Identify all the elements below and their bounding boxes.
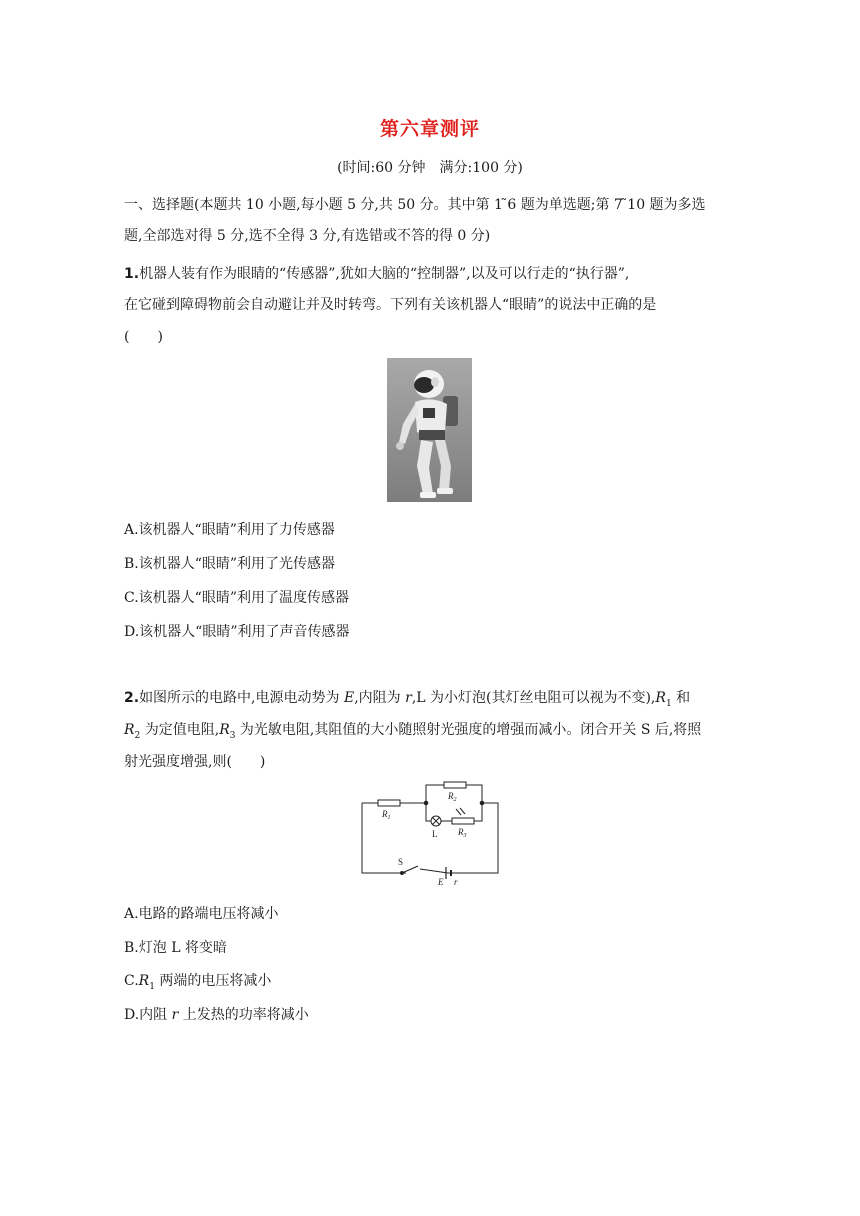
question-1-line-1 [124,263,744,283]
question-2-number: 2. [124,690,140,706]
r3-symbol: R [219,722,230,738]
question-1-option-a: A.该机器人“眼睛”利用了力传感器 [124,522,335,538]
wire [466,785,482,821]
r2-subscript: 2 [134,730,141,741]
question-1-text-1: 机器人装有作为眼睛的“传感器”,犹如大脑的“控制器”,以及可以行走的“执行器”, [139,266,630,282]
emf-symbol: E [343,690,355,706]
label-r1: $R_1$ [382,809,391,821]
question-1-line-2: 在它碰到障碍物前会自动避让并及时转弯。下列有关该机器人“眼睛”的说法中正确的是 [124,297,657,313]
label-internal-r: r [454,877,458,887]
q2-text: ,内阻为 [354,690,406,706]
exam-info: (时间:60 分钟 满分:100 分) [337,160,523,176]
question-2-option-d [124,1004,309,1024]
robot-photo [387,358,472,502]
question-2-option-c [124,970,271,992]
r1-subscript: 1 [665,698,672,709]
section-instructions-line-1: 一、选择题(本题共 10 小题,每小题 5 分,共 50 分。其中第 1 ̃6 题为单选题;第 7 ̃10 题为多选 [124,197,706,213]
option-d-suffix: 上发热的功率将减小 [178,1007,309,1023]
question-1-number: 1. [124,266,140,282]
wire [426,803,431,821]
q2-text: 如图所示的电路中,电源电动势为 [139,690,344,706]
label-r2: $R_2$ [448,791,457,803]
resistor-r3 [452,818,474,824]
question-1-option-c: C.该机器人“眼睛”利用了温度传感器 [124,590,349,606]
wire [426,785,444,803]
q2-text: ,L 为小灯泡(其灯丝电阻可以视为不变), [411,690,656,706]
light-arrow [456,809,461,815]
q2-text: 和 [671,690,691,706]
question-1-option-d: D.该机器人“眼睛”利用了声音传感器 [124,624,350,640]
question-2-option-b: B.灯泡 L 将变暗 [124,940,227,956]
r2-symbol: R [124,722,135,738]
page-title: 第六章测评 [379,118,480,140]
label-r3: $R_3$ [458,827,467,839]
option-c-prefix: C. [124,973,139,989]
circuit-diagram [358,781,502,887]
option-c-r-symbol: R [138,973,150,989]
q2-text: 为光敏电阻,其阻值的大小随照射光强度的增强而减小。闭合开关 S 后,将照 [235,722,702,738]
label-switch: S [398,857,404,867]
option-d-prefix: D.内阻 [124,1007,172,1023]
question-1-answer-blank: ( ) [124,329,163,345]
question-1-option-b: B.该机器人“眼睛”利用了光传感器 [124,556,336,572]
option-c-suffix: 两端的电压将减小 [154,973,272,989]
r3-subscript: 3 [229,730,236,741]
label-lamp: L [432,829,438,839]
question-2-line-2 [124,719,744,741]
resistor-r1 [378,800,400,806]
internal-resistance-symbol: r [405,690,412,706]
option-d-r-symbol: r [171,1007,179,1023]
section-instructions-line-2: 题,全部选对得 5 分,选不全得 3 分,有选错或不答的得 0 分) [124,228,491,244]
switch-blade [402,866,418,873]
light-arrow [460,808,465,814]
r1-symbol: R [655,690,666,706]
option-c-subscript: 1 [149,981,155,992]
label-emf: E [438,877,444,887]
q2-text: 为定值电阻, [140,722,220,738]
question-2-line-1 [124,687,744,709]
resistor-r2 [444,782,466,788]
question-2-line-3: 射光强度增强,则( ) [124,754,266,770]
question-2-option-a: A.电路的路端电压将减小 [124,906,279,922]
